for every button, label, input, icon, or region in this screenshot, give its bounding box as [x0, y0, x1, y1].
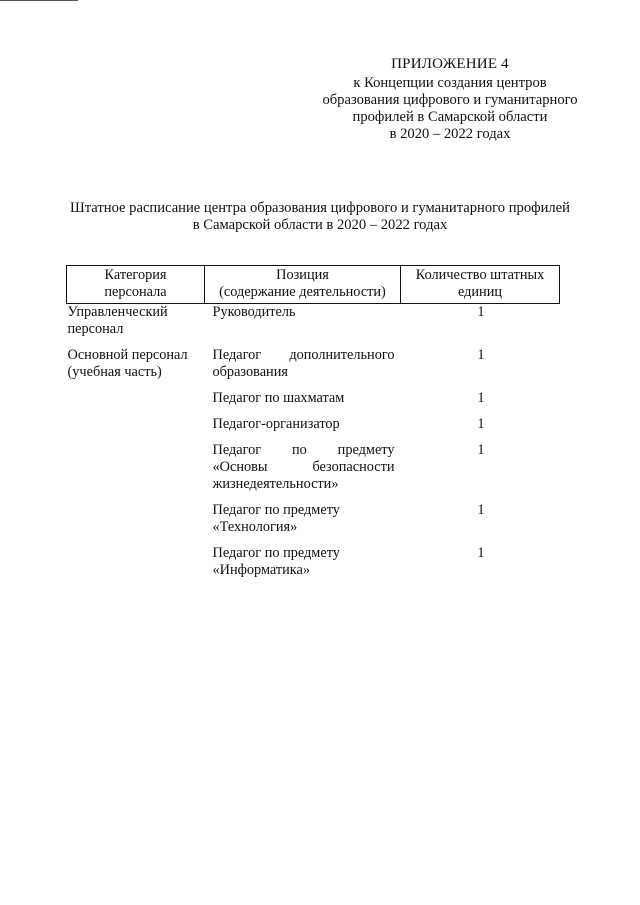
appendix-line: в 2020 – 2022 годах — [389, 126, 511, 142]
appendix-title: ПРИЛОЖЕНИЕ 4 — [391, 56, 509, 72]
table-row — [67, 442, 560, 493]
cell-category — [67, 442, 205, 493]
document-title-line: в Самарской области в 2020 – 2022 годах — [192, 217, 448, 233]
cell-category — [67, 502, 205, 536]
header-quantity: Количество штатных единиц — [401, 266, 560, 304]
table-row — [67, 545, 560, 579]
document-title — [40, 200, 600, 234]
cell-position: Педагог по предмету «Информатика» — [212, 545, 340, 578]
cell-category: Управленческий персонал — [67, 304, 168, 337]
staff-schedule-table — [66, 265, 560, 579]
cell-quantity: 1 — [477, 304, 485, 320]
header-position: Позиция (содержание деятельности) — [205, 266, 401, 304]
table-row — [67, 347, 560, 381]
scan-corner-mark — [0, 0, 78, 1]
appendix-line: образования цифрового и гуманитарного — [322, 92, 578, 108]
table-row — [67, 304, 560, 339]
document-title-line: Штатное расписание центра образования цифрового и гуманитарного профилей — [70, 200, 570, 216]
cell-position: Педагог дополнительного образования — [212, 347, 395, 380]
cell-quantity: 1 — [477, 347, 485, 363]
header-category: Категория персонала — [67, 266, 205, 304]
table-row — [67, 390, 560, 407]
cell-position: Педагог по предмету «Технология» — [212, 502, 340, 535]
cell-category — [67, 390, 205, 407]
appendix-line: к Концепции создания центров — [353, 75, 547, 91]
cell-quantity: 1 — [477, 416, 485, 432]
cell-position: Педагог по предмету «Основы безопасности жизнедеятельности» — [212, 442, 395, 492]
table-row — [67, 502, 560, 536]
table-header-row — [67, 266, 560, 304]
cell-position: Педагог по шахматам — [212, 390, 345, 406]
cell-quantity: 1 — [477, 442, 485, 458]
cell-category: Основной персонал (учебная часть) — [67, 347, 188, 380]
cell-quantity: 1 — [477, 502, 485, 518]
appendix-line: профилей в Самарской области — [352, 109, 548, 125]
cell-category — [67, 416, 205, 433]
cell-category — [67, 545, 205, 579]
cell-quantity: 1 — [477, 545, 485, 561]
table-row — [67, 416, 560, 433]
cell-position: Педагог-организатор — [212, 416, 340, 432]
appendix-header — [300, 56, 600, 143]
cell-position: Руководитель — [212, 304, 296, 320]
cell-quantity: 1 — [477, 390, 485, 406]
